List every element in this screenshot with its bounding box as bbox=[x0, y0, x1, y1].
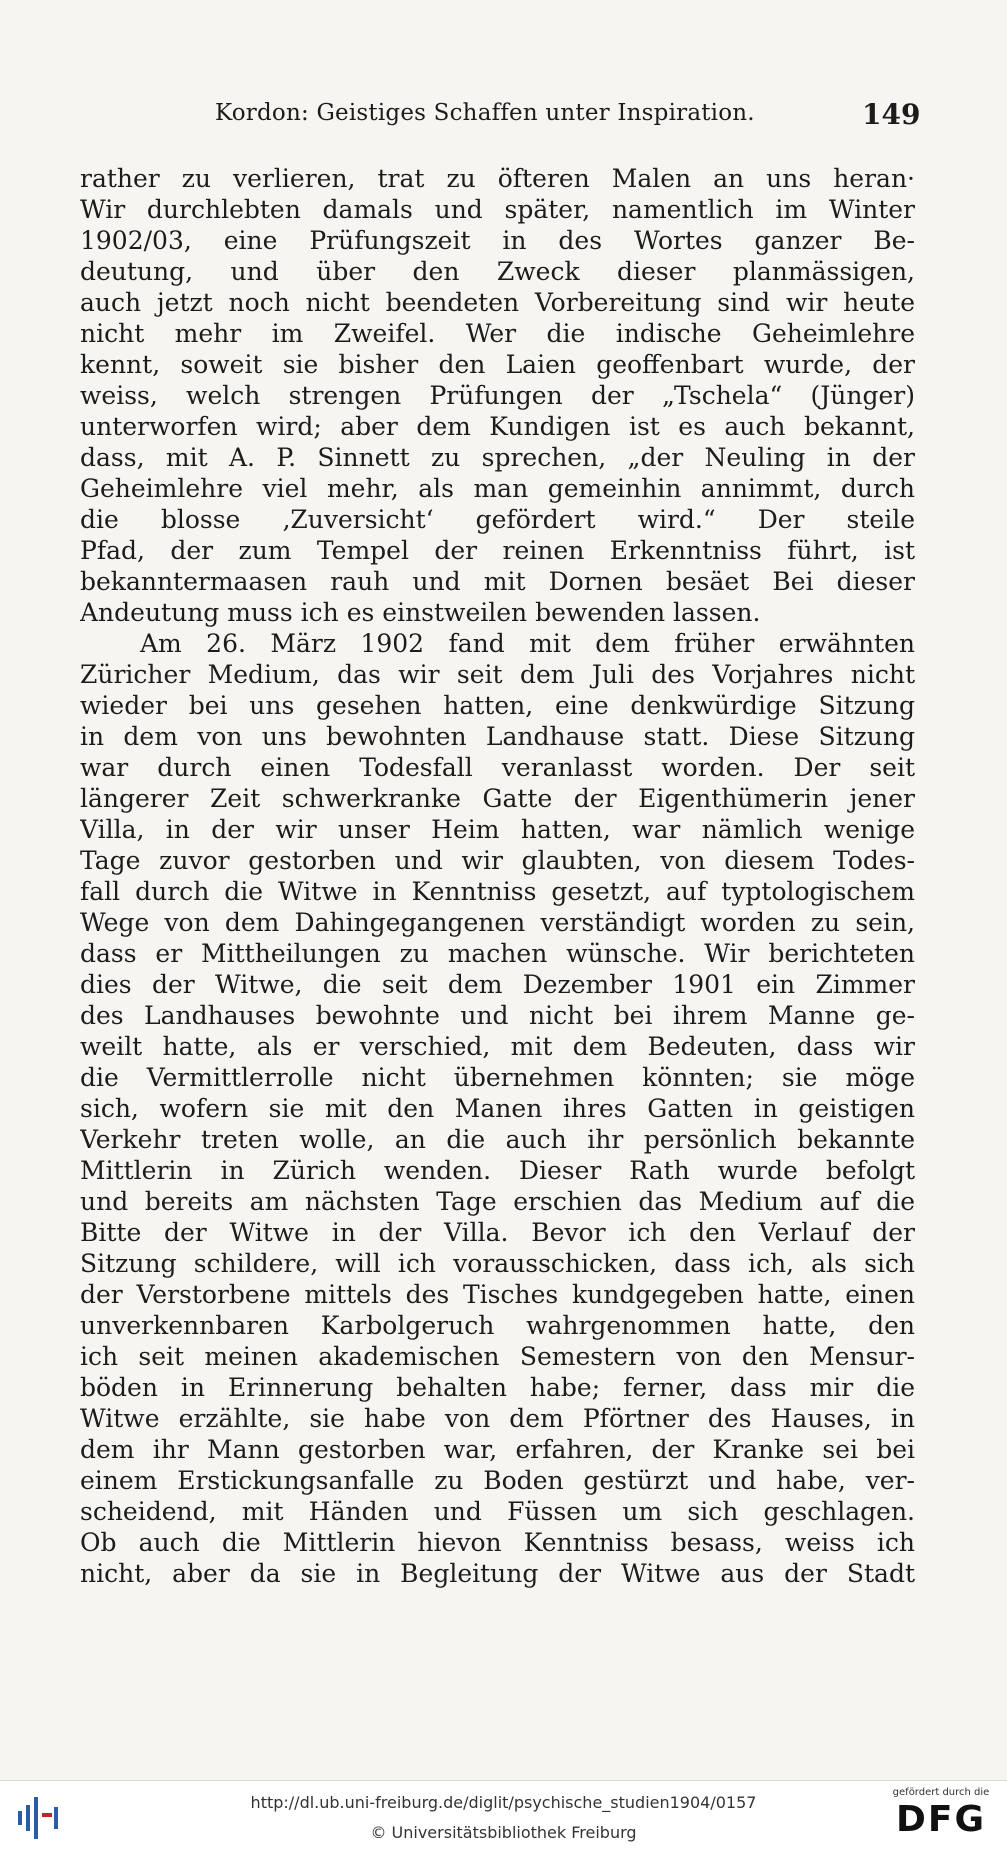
text-line: der Verstorbene mittels des Tisches kundgegeben hatte, einen bbox=[80, 1280, 915, 1309]
text-line: einem Erstickungsanfalle zu Boden gestürzt und habe, ver- bbox=[80, 1466, 915, 1495]
text-line: fall durch die Witwe in Kenntniss gesetzt, auf typtologischem bbox=[80, 877, 915, 906]
text-line: 1902/03, eine Prüfungszeit in des Wortes ganzer Be- bbox=[80, 226, 915, 255]
text-line: Villa, in der wir unser Heim hatten, war nämlich wenige bbox=[80, 815, 915, 844]
text-line: unterworfen wird; aber dem Kundigen ist es auch bekannt, bbox=[80, 412, 915, 441]
text-line: Geheimlehre viel mehr, als man gemeinhin annimmt, durch bbox=[80, 474, 915, 503]
text-line: des Landhauses bewohnte und nicht bei ihrem Manne ge- bbox=[80, 1001, 915, 1030]
text-line: auch jetzt noch nicht beendeten Vorbereitung sind wir heute bbox=[80, 288, 915, 317]
text-line: längerer Zeit schwerkranke Gatte der Eigenthümerin jener bbox=[80, 784, 915, 813]
viewer-footer bbox=[0, 1780, 1007, 1853]
text-line: Bitte der Witwe in der Villa. Bevor ich den Verlauf der bbox=[80, 1218, 915, 1247]
text-line: sich, wofern sie mit den Manen ihres Gatten in geistigen bbox=[80, 1094, 915, 1123]
text-line: dass er Mittheilungen zu machen wünsche. Wir berichteten bbox=[80, 939, 915, 968]
copyright-notice: © Universitätsbibliothek Freiburg bbox=[370, 1823, 637, 1842]
text-line: ich seit meinen akademischen Semestern von den Mensur- bbox=[80, 1342, 915, 1371]
dfg-logo[interactable] bbox=[889, 1787, 993, 1849]
text-line: in dem von uns bewohnten Landhause statt. Diese Sitzung bbox=[80, 722, 915, 751]
text-line: unverkennbaren Karbolgeruch wahrgenommen hatte, den bbox=[80, 1311, 915, 1340]
text-line: dem ihr Mann gestorben war, erfahren, der Kranke sei bei bbox=[80, 1435, 915, 1464]
text-line: und bereits am nächsten Tage erschien das Medium auf die bbox=[80, 1187, 915, 1216]
body-text bbox=[80, 163, 915, 1589]
text-line: Mittlerin in Zürich wenden. Dieser Rath wurde befolgt bbox=[80, 1156, 915, 1185]
text-line: die Vermittlerrolle nicht übernehmen könnten; sie möge bbox=[80, 1063, 915, 1092]
funding-note: gefördert durch die bbox=[892, 1787, 990, 1798]
text-line: nicht, aber da sie in Begleitung der Witwe aus der Stadt bbox=[80, 1559, 915, 1588]
text-line: Verkehr treten wolle, an die auch ihr persönlich bekannte bbox=[80, 1125, 915, 1154]
text-line: war durch einen Todesfall veranlasst worden. Der seit bbox=[80, 753, 915, 782]
text-line: Züricher Medium, das wir seit dem Juli des Vorjahres nicht bbox=[80, 660, 915, 689]
text-line: weiss, welch strengen Prüfungen der „Tschela“ (Jünger) bbox=[80, 381, 915, 410]
text-line: Pfad, der zum Tempel der reinen Erkenntniss führt, ist bbox=[80, 536, 915, 565]
text-line: böden in Erinnerung behalten habe; ferner, dass mir die bbox=[80, 1373, 915, 1402]
text-line: nicht mehr im Zweifel. Wer die indische Geheimlehre bbox=[80, 319, 915, 348]
page-url-link[interactable]: http://dl.ub.uni-freiburg.de/diglit/psychische_studien1904/0157 bbox=[250, 1793, 757, 1812]
dfg-wordmark: DFG bbox=[895, 1799, 987, 1840]
text-line: Am 26. März 1902 fand mit dem früher erwähnten bbox=[140, 629, 915, 658]
text-line: Witwe erzählte, sie habe von dem Pförtner des Hauses, in bbox=[80, 1404, 915, 1433]
text-line: Andeutung muss ich es einstweilen bewenden lassen. bbox=[80, 598, 761, 627]
text-line: weilt hatte, als er verschied, mit dem Bedeuten, dass wir bbox=[80, 1032, 915, 1061]
text-line: wieder bei uns gesehen hatten, eine denkwürdige Sitzung bbox=[80, 691, 915, 720]
text-line: kennt, soweit sie bisher den Laien geoffenbart wurde, der bbox=[80, 350, 915, 379]
text-line: rather zu verlieren, trat zu öfteren Malen an uns heran· bbox=[80, 164, 915, 193]
text-line: dies der Witwe, die seit dem Dezember 1901 ein Zimmer bbox=[80, 970, 915, 999]
text-line: Wir durchlebten damals und später, namentlich im Winter bbox=[80, 195, 915, 224]
text-line: bekanntermaasen rauh und mit Dornen besäet Bei dieser bbox=[80, 567, 915, 596]
text-line: Tage zuvor gestorben und wir glaubten, von diesem Todes- bbox=[80, 846, 915, 875]
text-line: scheidend, mit Händen und Füssen um sich geschlagen. bbox=[80, 1497, 915, 1526]
text-line: dass, mit A. P. Sinnett zu sprechen, „der Neuling in der bbox=[80, 443, 915, 472]
page-number: 149 bbox=[862, 98, 921, 131]
running-title: Kordon: Geistiges Schaffen unter Inspiration. bbox=[215, 100, 755, 126]
text-line: Wege von dem Dahingegangenen verständigt worden zu sein, bbox=[80, 908, 915, 937]
text-line: Sitzung schildere, will ich vorausschicken, dass ich, als sich bbox=[80, 1249, 915, 1278]
text-line: deutung, und über den Zweck dieser planmässigen, bbox=[80, 257, 915, 286]
text-line: die blosse ‚Zuversicht‘ gefördert wird.“ Der steile bbox=[80, 505, 915, 534]
text-line: Ob auch die Mittlerin hievon Kenntniss besass, weiss ich bbox=[80, 1528, 915, 1557]
